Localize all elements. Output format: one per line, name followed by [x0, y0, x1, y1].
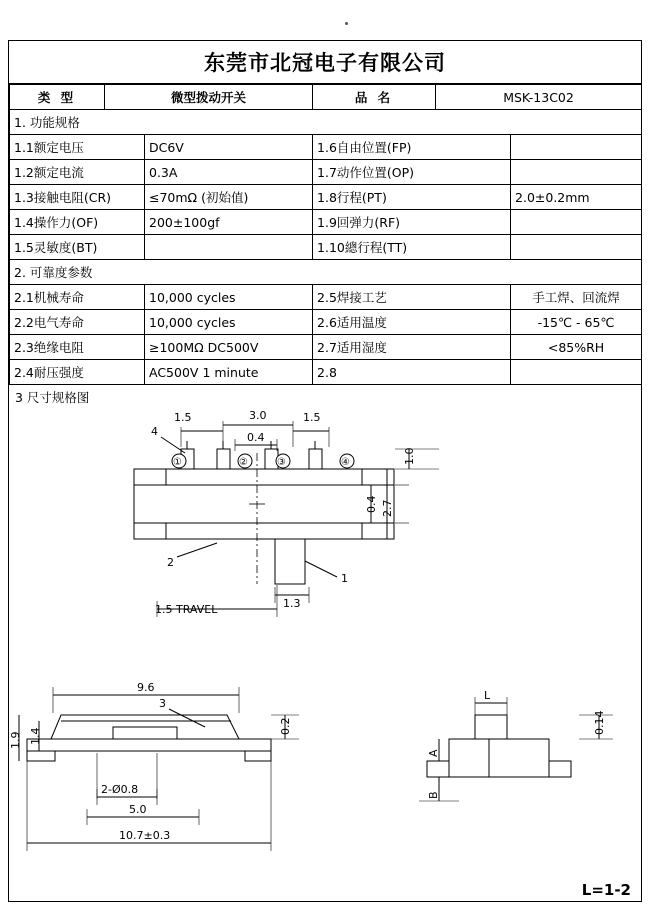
- row-value: [511, 210, 642, 235]
- row-label: 2.5焊接工艺: [313, 285, 511, 310]
- row-label: 2.4耐压强度: [10, 360, 145, 385]
- dim-L: L: [484, 689, 491, 702]
- dim-1-5-right: 1.5: [303, 411, 321, 424]
- table-row: [10, 310, 642, 335]
- row-label: 1.5灵敏度(BT): [10, 235, 145, 260]
- row-label: 2.6适用温度: [313, 310, 511, 335]
- type-value: 微型拨动开关: [105, 85, 313, 110]
- type-label: 类 型: [10, 85, 105, 110]
- stray-dot: [345, 22, 348, 25]
- pin-4: ④: [341, 457, 350, 468]
- row-value: 2.0±0.2mm: [511, 185, 642, 210]
- pin-2: ②: [239, 457, 248, 468]
- dim-10-7: 10.7±0.3: [119, 829, 171, 842]
- row-label: 1.4操作力(OF): [10, 210, 145, 235]
- row-value: ≤70mΩ (初始值): [145, 185, 313, 210]
- dim-1-3: 1.3: [283, 597, 301, 610]
- table-row: [10, 360, 642, 385]
- dim-5-0: 5.0: [129, 803, 147, 816]
- dimension-drawing: [9, 409, 641, 905]
- dim-0-2: 0.2: [279, 717, 292, 735]
- dim-1-5-left: 1.5: [174, 411, 192, 424]
- row-value: DC6V: [145, 135, 313, 160]
- section2-title: 2. 可靠度参数: [10, 260, 642, 285]
- row-label: 2.2电气寿命: [10, 310, 145, 335]
- callout-3: 3: [159, 697, 166, 710]
- dim-B: B: [427, 791, 440, 799]
- table-row: [10, 235, 642, 260]
- dim-1-9: 1.9: [9, 731, 22, 749]
- row-value: 10,000 cycles: [145, 285, 313, 310]
- dim-9-6: 9.6: [137, 681, 155, 694]
- row-value: 手工焊、回流焊: [511, 285, 642, 310]
- row-value: 200±100gf: [145, 210, 313, 235]
- table-row: [10, 335, 642, 360]
- row-label: 1.2额定电流: [10, 160, 145, 185]
- dim-3-0: 3.0: [249, 409, 267, 422]
- dim-1-0: 1.0: [403, 447, 416, 465]
- dim-A: A: [427, 749, 440, 757]
- row-label: 2.1机械寿命: [10, 285, 145, 310]
- row-label: 1.10總行程(TT): [313, 235, 511, 260]
- dim-2-7: 2.7: [381, 499, 394, 517]
- table-row: [10, 135, 642, 160]
- section1-title-row: [10, 110, 642, 135]
- row-value: [511, 235, 642, 260]
- row-label: 1.7动作位置(OP): [313, 160, 511, 185]
- travel-label: 1.5 TRAVEL: [155, 603, 218, 616]
- datasheet-page: [8, 40, 642, 902]
- row-label: 2.3绝缘电阻: [10, 335, 145, 360]
- row-value: 0.3A: [145, 160, 313, 185]
- row-value: AC500V 1 minute: [145, 360, 313, 385]
- name-label: 品 名: [313, 85, 436, 110]
- row-value: <85%RH: [511, 335, 642, 360]
- row-value: [511, 160, 642, 185]
- row-label: 1.3接触电阻(CR): [10, 185, 145, 210]
- table-row: [10, 160, 642, 185]
- table-row: [10, 185, 642, 210]
- row-value: -15℃ - 65℃: [511, 310, 642, 335]
- header-row: [10, 85, 642, 110]
- dim-0-4-side: 0.4: [365, 495, 378, 513]
- hole-note: 2-Ø0.8: [101, 783, 139, 796]
- callout-2: 2: [167, 556, 174, 569]
- model-value: MSK-13C02: [436, 85, 642, 110]
- section3-title: 3 尺寸规格图: [15, 390, 90, 405]
- row-label: 1.9回弹力(RF): [313, 210, 511, 235]
- callout-1: 1: [341, 572, 348, 585]
- callout-4: 4: [151, 425, 158, 438]
- company-title: 东莞市北冠电子有限公司: [9, 41, 641, 84]
- scale-label: L=1-2: [581, 881, 631, 899]
- dim-0-14: 0.14: [593, 710, 606, 735]
- section2-title-row: [10, 260, 642, 285]
- row-label: 1.6自由位置(FP): [313, 135, 511, 160]
- pin-3: ③: [277, 457, 286, 468]
- table-row: [10, 285, 642, 310]
- dim-1-4: 1.4: [29, 727, 42, 745]
- table-row: [10, 210, 642, 235]
- section1-title: 1. 功能规格: [10, 110, 642, 135]
- row-label: 1.1额定电压: [10, 135, 145, 160]
- row-label: 2.8: [313, 360, 511, 385]
- row-label: 2.7适用湿度: [313, 335, 511, 360]
- row-label: 1.8行程(PT): [313, 185, 511, 210]
- row-value: [145, 235, 313, 260]
- drawing-svg: [9, 409, 641, 905]
- row-value: ≥100MΩ DC500V: [145, 335, 313, 360]
- dim-0-4: 0.4: [247, 431, 265, 444]
- spec-table: [9, 84, 642, 385]
- pin-1: ①: [173, 457, 182, 468]
- row-value: [511, 135, 642, 160]
- row-value: [511, 360, 642, 385]
- row-value: 10,000 cycles: [145, 310, 313, 335]
